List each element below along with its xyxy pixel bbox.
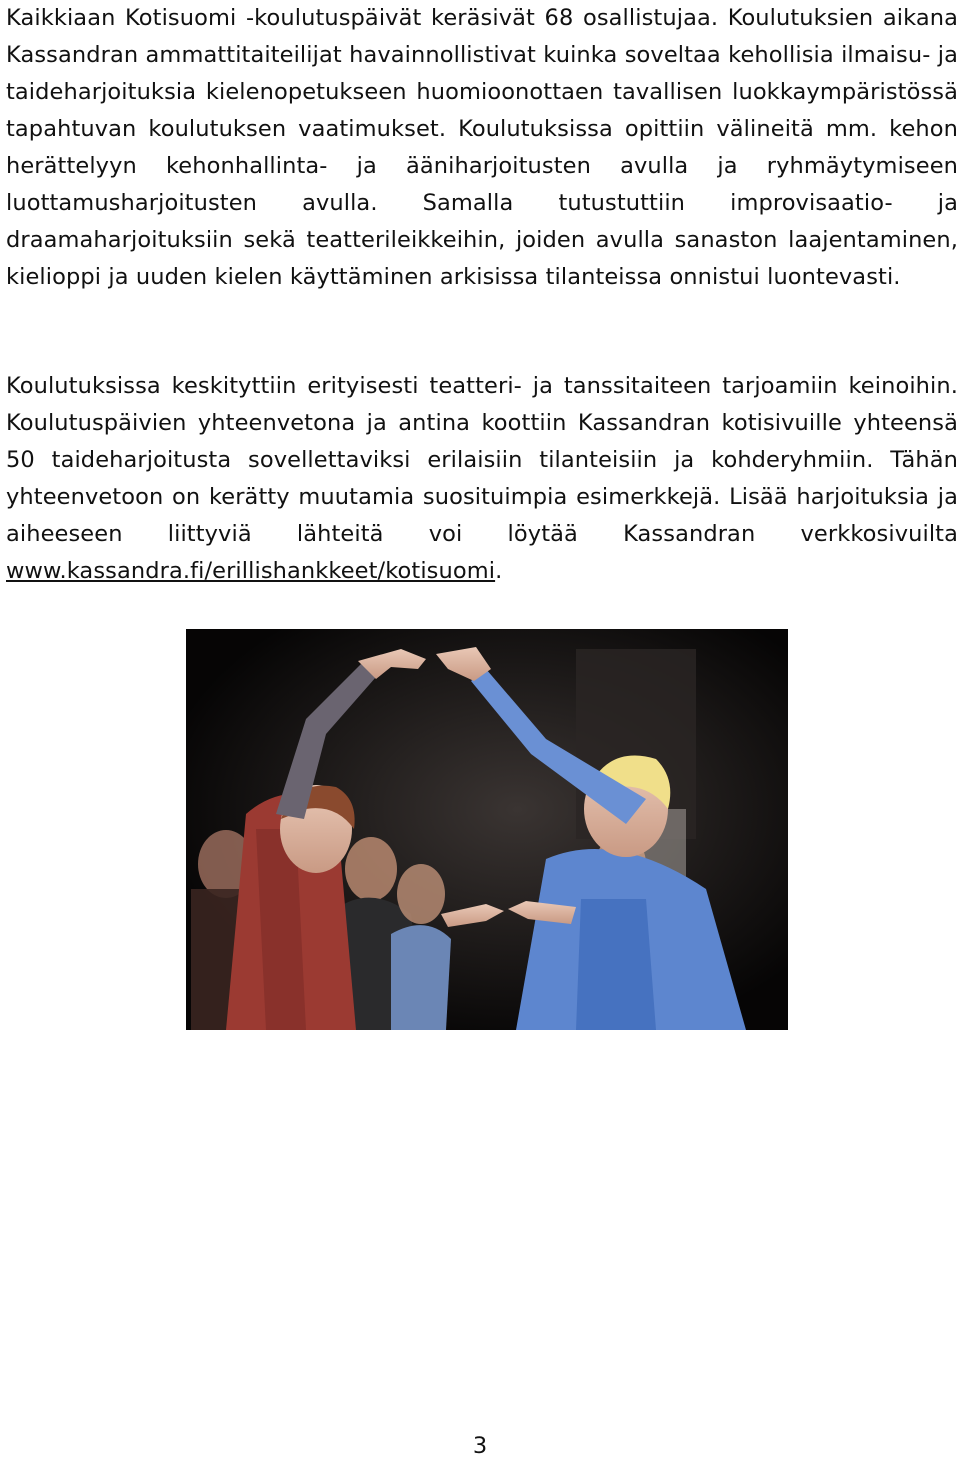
- body-paragraph-2-text: Koulutuksissa keskityttiin erityisesti teatteri- ja tanssitaiteen tarjoamiin keinoihin. Koulutuspäivien yhteenvetona ja antina koottiin Kassandran kotisivuille yhteensä 50 taideharjoitusta sovellettaviksi erilaisiin tilanteisiin ja kohderyhmiin. Tähän yhteenvetoon on kerätty muutamia suosituimpia esimerkkejä. Lisää harjoituksia ja aiheeseen liittyviä lähteitä voi löytää Kassandran verkkosivuilta: [6, 373, 958, 547]
- body-paragraph-2-end: .: [495, 558, 503, 584]
- page-number: 3: [472, 1433, 488, 1459]
- body-paragraph-2: [6, 368, 958, 590]
- body-paragraph-1: Kaikkiaan Kotisuomi -koulutuspäivät keräsivät 68 osallistujaa. Koulutuksien aikana Kassandran ammattitaiteilijat havainnollistivat kuinka soveltaa kehollisia ilmaisu- ja taideharjoituksia kielenopetukseen huomioonottaen tavallisen luokkaympäristössä tapahtuvan koulutuksen vaatimukset. Koulutuksissa opittiin välineitä mm. kehon herättelyyn kehonhallinta- ja ääniharjoitusten avulla ja ryhmäytymiseen luottamusharjoitusten avulla. Samalla tutustuttiin improvisaatio- ja draamaharjoituksiin sekä teatterileikkeihin, joiden avulla sanaston laajentaminen, kielioppi ja uuden kielen käyttäminen arkisissa tilanteissa onnistui luontevasti.: [6, 5, 958, 290]
- kassandra-website-link[interactable]: www.kassandra.fi/erillishankkeet/kotisuomi: [6, 558, 496, 584]
- workshop-photo: [186, 629, 788, 1030]
